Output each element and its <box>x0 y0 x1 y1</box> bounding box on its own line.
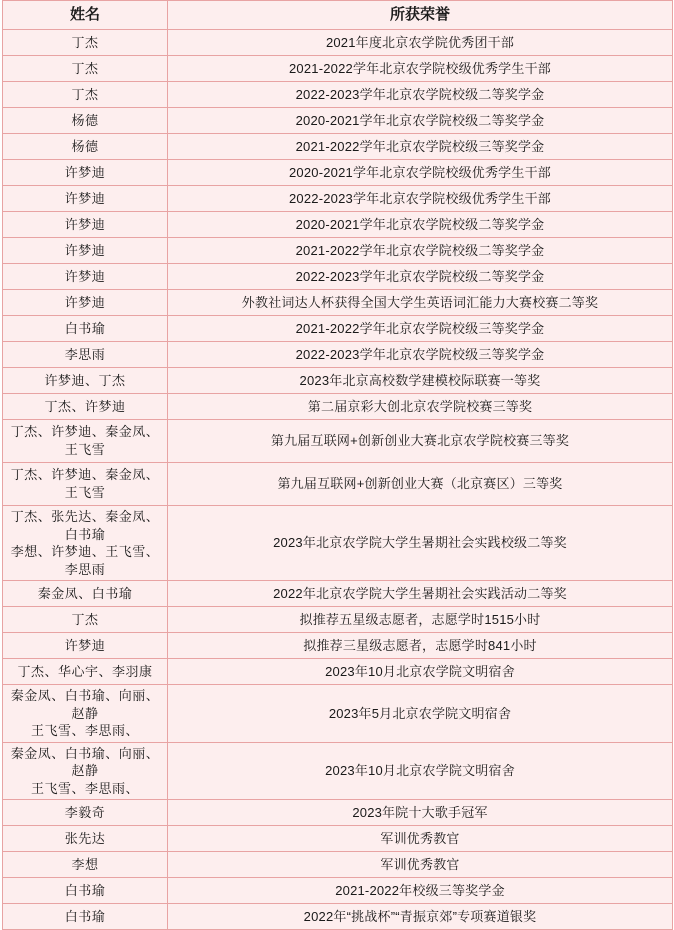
cell-name: 白书瑜 <box>3 904 168 930</box>
cell-honor: 2021-2022年校级三等奖学金 <box>168 878 673 904</box>
cell-name: 许梦迪 <box>3 186 168 212</box>
cell-name: 张先达 <box>3 826 168 852</box>
table-row <box>3 463 673 506</box>
cell-name: 许梦迪 <box>3 160 168 186</box>
cell-name: 杨德 <box>3 108 168 134</box>
table-row <box>3 394 673 420</box>
cell-name: 许梦迪 <box>3 264 168 290</box>
cell-honor: 2020-2021学年北京农学院校级二等奖学金 <box>168 108 673 134</box>
cell-name: 秦金凤、白书瑜、向丽、赵静 王飞雪、李思雨、 <box>3 685 168 743</box>
cell-name: 丁杰、华心宇、李羽康 <box>3 659 168 685</box>
table-row <box>3 685 673 743</box>
table-row <box>3 186 673 212</box>
cell-name: 许梦迪 <box>3 212 168 238</box>
cell-honor: 2023年5月北京农学院文明宿舍 <box>168 685 673 743</box>
table-row <box>3 264 673 290</box>
cell-honor: 军训优秀教官 <box>168 826 673 852</box>
cell-honor: 2023年10月北京农学院文明宿舍 <box>168 659 673 685</box>
cell-honor: 拟推荐五星级志愿者，志愿学时1515小时 <box>168 607 673 633</box>
cell-honor: 2021-2022学年北京农学院校级二等奖学金 <box>168 238 673 264</box>
table-row <box>3 607 673 633</box>
column-header-honor: 所获荣誉 <box>168 1 673 30</box>
cell-name: 丁杰、张先达、秦金凤、白书瑜 李想、许梦迪、王飞雪、李思雨 <box>3 506 168 581</box>
table-row <box>3 108 673 134</box>
table-row <box>3 420 673 463</box>
table-row <box>3 852 673 878</box>
cell-honor: 2020-2021学年北京农学院校级优秀学生干部 <box>168 160 673 186</box>
cell-honor: 外教社词达人杯获得全国大学生英语词汇能力大赛校赛二等奖 <box>168 290 673 316</box>
cell-name: 丁杰 <box>3 607 168 633</box>
cell-name: 丁杰 <box>3 82 168 108</box>
table-body <box>3 30 673 930</box>
cell-name: 杨德 <box>3 134 168 160</box>
cell-name: 丁杰 <box>3 30 168 56</box>
table-row <box>3 56 673 82</box>
honors-table <box>2 0 673 930</box>
cell-name: 丁杰、许梦迪、秦金凤、王飞雪 <box>3 420 168 463</box>
table-row <box>3 212 673 238</box>
table-row <box>3 160 673 186</box>
cell-honor: 2021-2022学年北京农学院校级三等奖学金 <box>168 134 673 160</box>
table-row <box>3 238 673 264</box>
cell-name: 许梦迪、丁杰 <box>3 368 168 394</box>
cell-name: 白书瑜 <box>3 878 168 904</box>
table-row <box>3 878 673 904</box>
cell-honor: 2023年院十大歌手冠军 <box>168 800 673 826</box>
cell-name: 许梦迪 <box>3 290 168 316</box>
cell-name: 丁杰、许梦迪、秦金凤、王飞雪 <box>3 463 168 506</box>
cell-honor: 2022年“挑战杯”“青振京郊”专项赛道银奖 <box>168 904 673 930</box>
cell-name: 秦金凤、白书瑜 <box>3 581 168 607</box>
cell-honor: 2022-2023学年北京农学院校级二等奖学金 <box>168 264 673 290</box>
cell-honor: 2022-2023学年北京农学院校级二等奖学金 <box>168 82 673 108</box>
column-header-name: 姓名 <box>3 1 168 30</box>
cell-honor: 2021年度北京农学院优秀团干部 <box>168 30 673 56</box>
table-row <box>3 316 673 342</box>
table-row <box>3 82 673 108</box>
cell-honor: 第二届京彩大创北京农学院校赛三等奖 <box>168 394 673 420</box>
table-row <box>3 800 673 826</box>
table-row <box>3 368 673 394</box>
table-row <box>3 506 673 581</box>
cell-honor: 第九届互联网+创新创业大赛（北京赛区）三等奖 <box>168 463 673 506</box>
cell-name: 李想 <box>3 852 168 878</box>
cell-name: 李思雨 <box>3 342 168 368</box>
table-row <box>3 290 673 316</box>
cell-honor: 2022年北京农学院大学生暑期社会实践活动二等奖 <box>168 581 673 607</box>
cell-honor: 2020-2021学年北京农学院校级二等奖学金 <box>168 212 673 238</box>
cell-name: 李毅奇 <box>3 800 168 826</box>
table-row <box>3 742 673 800</box>
cell-honor: 2023年北京农学院大学生暑期社会实践校级二等奖 <box>168 506 673 581</box>
table-header <box>3 1 673 30</box>
table-row <box>3 659 673 685</box>
cell-honor: 2023年10月北京农学院文明宿舍 <box>168 742 673 800</box>
cell-name: 许梦迪 <box>3 238 168 264</box>
cell-name: 丁杰 <box>3 56 168 82</box>
cell-name: 丁杰、许梦迪 <box>3 394 168 420</box>
table-row <box>3 30 673 56</box>
table-row <box>3 826 673 852</box>
cell-honor: 2022-2023学年北京农学院校级优秀学生干部 <box>168 186 673 212</box>
cell-name: 许梦迪 <box>3 633 168 659</box>
cell-honor: 2021-2022学年北京农学院校级优秀学生干部 <box>168 56 673 82</box>
cell-honor: 2021-2022学年北京农学院校级三等奖学金 <box>168 316 673 342</box>
cell-honor: 拟推荐三星级志愿者，志愿学时841小时 <box>168 633 673 659</box>
cell-name: 白书瑜 <box>3 316 168 342</box>
table-header-row <box>3 1 673 30</box>
table-row <box>3 134 673 160</box>
table-row <box>3 904 673 930</box>
cell-honor: 2023年北京高校数学建模校际联赛一等奖 <box>168 368 673 394</box>
cell-honor: 2022-2023学年北京农学院校级三等奖学金 <box>168 342 673 368</box>
cell-honor: 军训优秀教官 <box>168 852 673 878</box>
cell-name: 秦金凤、白书瑜、向丽、赵静 王飞雪、李思雨、 <box>3 742 168 800</box>
table-row <box>3 342 673 368</box>
table-row <box>3 581 673 607</box>
cell-honor: 第九届互联网+创新创业大赛北京农学院校赛三等奖 <box>168 420 673 463</box>
